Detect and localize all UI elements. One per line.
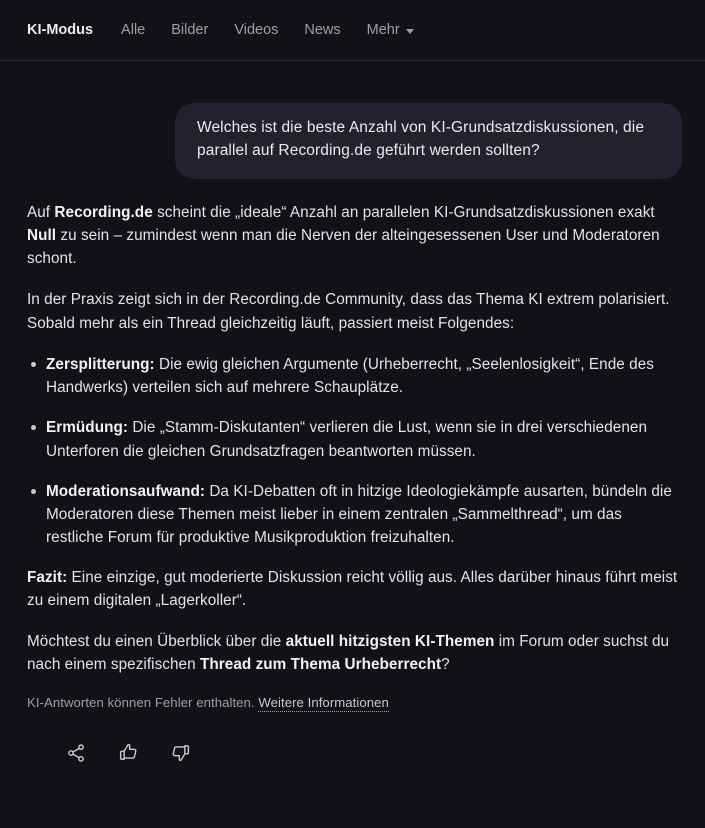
fazit-label: Fazit:	[27, 568, 68, 586]
thumbs-down-icon	[170, 742, 191, 763]
p4-bold-thread: Thread zum Thema Urheberrecht	[199, 656, 442, 674]
bullet-1-term: Zersplitterung:	[46, 355, 155, 373]
user-query-bubble: Welches ist die beste Anzahl von KI-Grundsatzdiskussionen, die parallel auf Recording.de geführt werden sollten?	[175, 103, 682, 179]
list-item	[27, 480, 683, 550]
nav-tab-news[interactable]: News	[304, 21, 341, 38]
nav-tab-mehr-label: Mehr	[366, 21, 400, 38]
p1-text-pre: Auf	[27, 203, 55, 221]
nav-tab-bilder[interactable]: Bilder	[171, 21, 209, 38]
thumbs-down-button[interactable]	[167, 740, 193, 766]
p4-bold-themen: aktuell hitzigsten KI-Themen	[285, 633, 495, 651]
ai-answer-body	[0, 179, 705, 766]
nav-tab-videos[interactable]: Videos	[234, 21, 279, 38]
bullet-3-text: Da KI-Debatten oft in hitzige Ideologiekämpfe ausarten, bündeln die Moderatoren diese Themen meist lieber in einem zentralen „Sammelthread“, um das restliche Forum für produktive Musikproduktion freizuhalten.	[46, 482, 672, 547]
more-info-link[interactable]: Weitere Informationen	[258, 694, 389, 710]
answer-paragraph-1	[27, 201, 683, 271]
list-item	[27, 353, 683, 400]
bullet-3-term: Moderationsaufwand:	[46, 482, 206, 500]
nav-tab-alle[interactable]: Alle	[121, 21, 146, 38]
fazit-text: Eine einzige, gut moderierte Diskussion reicht völlig aus. Alles darüber hinaus führt meist zu einem digitalen „Lagerkoller“.	[27, 568, 678, 609]
thumbs-up-button[interactable]	[115, 740, 141, 766]
p4-text-post: ?	[441, 656, 450, 674]
answer-paragraph-fazit	[27, 566, 683, 613]
nav-tab-list	[27, 23, 440, 38]
share-icon	[66, 743, 86, 763]
conversation-thread	[0, 61, 705, 766]
p1-bold-recording: Recording.de	[54, 203, 153, 221]
p1-text-post: zu sein – zumindest wenn man die Nerven der alteingesessenen User und Moderatoren schont.	[27, 226, 660, 268]
answer-paragraph-2: In der Praxis zeigt sich in der Recording.de Community, dass das Thema KI extrem polarisiert. Sobald mehr als ein Thread gleichzeitig läuft, passiert meist Folgendes:	[27, 291, 670, 332]
answer-bullet-list	[27, 353, 683, 550]
list-item	[27, 416, 683, 463]
top-navigation-bar	[0, 0, 705, 61]
thumbs-up-icon	[118, 742, 139, 763]
share-button[interactable]	[63, 740, 89, 766]
user-query-row	[0, 61, 705, 179]
p1-text-mid: scheint die „ideale“ Anzahl an parallelen KI-Grundsatzdiskussionen exakt	[152, 203, 655, 221]
bullet-2-text: Die „Stamm-Diskutanten“ verlieren die Lust, wenn sie in drei verschiedenen Unterforen die gleichen Grundsatzfragen beantworten müssen.	[46, 419, 648, 460]
p1-bold-null: Null	[27, 226, 57, 244]
bullet-2-term: Ermüdung:	[46, 419, 129, 437]
ai-disclaimer	[27, 693, 683, 713]
p4-text-pre: Möchtest du einen Überblick über die	[27, 633, 286, 651]
p4-text-mid: im Forum oder suchst du nach einem spezifischen	[27, 633, 670, 674]
bullet-1-text: Die ewig gleichen Argumente (Urheberrecht, „Seelenlosigkeit“, Ende des Handwerks) verteilen sich auf mehrere Schauplätze.	[46, 355, 654, 397]
nav-tab-mehr[interactable]	[367, 23, 430, 38]
disclaimer-text: KI-Antworten können Fehler enthalten.	[27, 694, 255, 710]
chevron-down-icon	[406, 29, 414, 34]
nav-tab-ki-modus[interactable]: KI-Modus	[27, 21, 94, 38]
answer-paragraph-followup	[27, 630, 683, 677]
answer-action-bar	[27, 713, 683, 766]
